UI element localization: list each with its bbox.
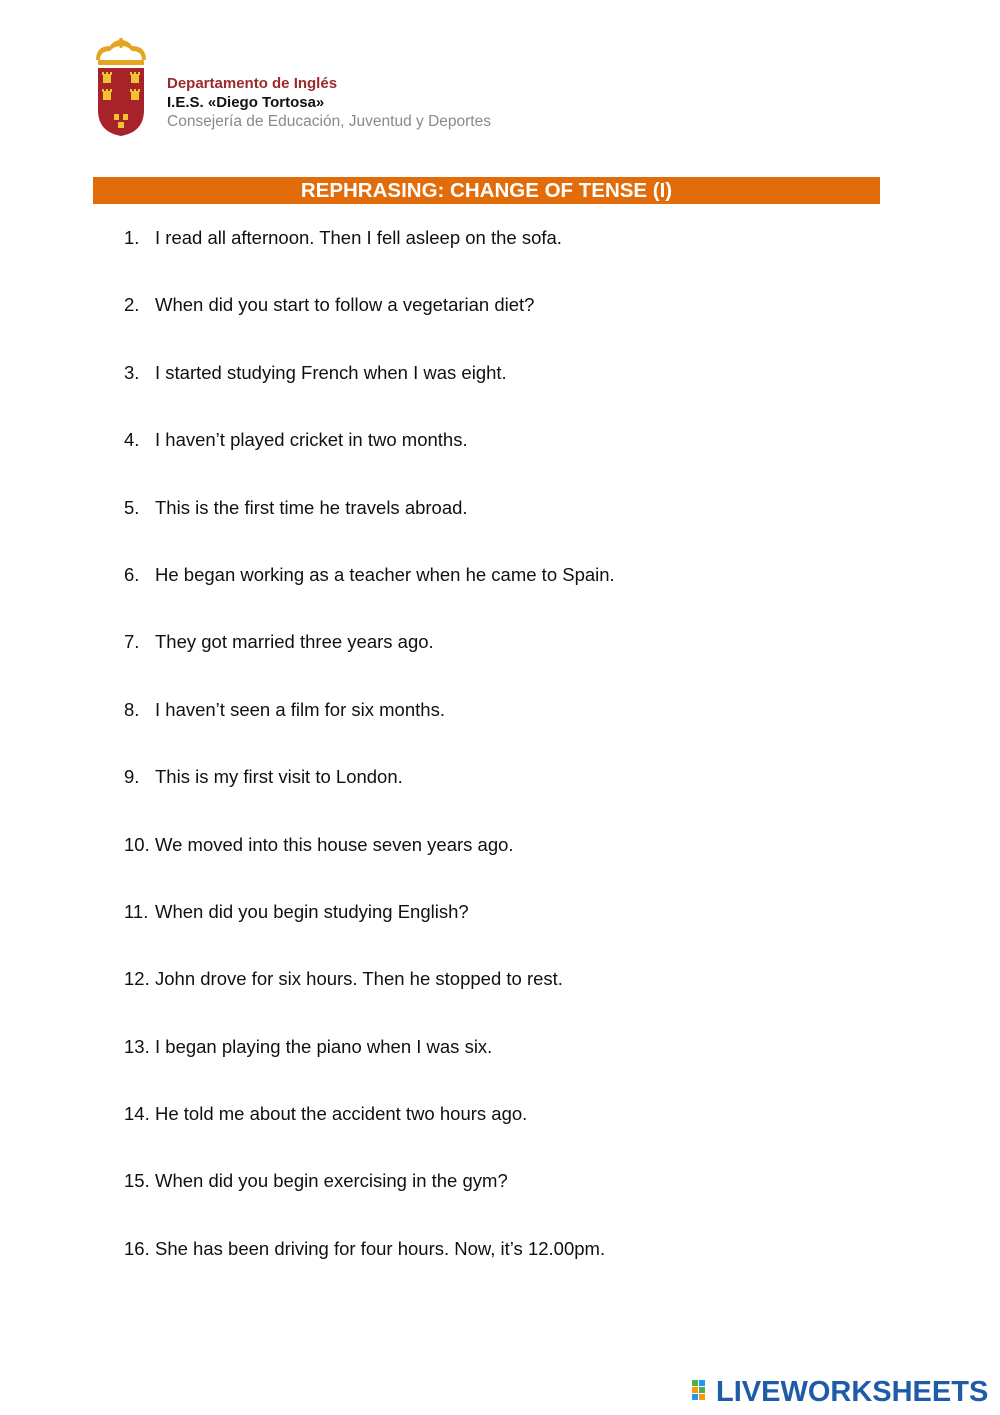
exercise-number: 12. [124, 968, 150, 990]
school-name: I.E.S. «Diego Tortosa» [167, 94, 325, 111]
exercise-number: 13. [124, 1035, 150, 1057]
exercise-sentence: I haven’t played cricket in two months. [155, 429, 468, 451]
exercise-item [124, 288, 884, 355]
exercise-sentence-line [124, 962, 884, 996]
exercise-sentence: John drove for six hours. Then he stopped to rest. [155, 968, 563, 990]
exercise-item [124, 423, 884, 490]
logo-wordmark: LIVEWORKSHEETS [716, 1376, 989, 1408]
exercise-number: 15. [124, 1170, 150, 1192]
exercise-answer-line [124, 389, 884, 423]
exercise-sentence: She has been driving for four hours. Now, it’s 12.00pm. [155, 1237, 606, 1259]
exercise-sentence-line [124, 895, 884, 929]
liveworksheets-mark-icon [692, 1380, 714, 1404]
exercise-sentence-line [124, 221, 884, 255]
exercise-answer-line [124, 1198, 884, 1232]
exercise-sentence-line [124, 693, 884, 727]
exercise-number: 8. [124, 698, 140, 720]
exercise-answer-line [124, 794, 884, 828]
exercise-item [124, 760, 884, 827]
exercise-item [124, 1030, 884, 1097]
exercise-sentence: When did you begin exercising in the gym? [155, 1170, 508, 1192]
exercise-number: 9. [124, 766, 140, 788]
exercise-sentence-line [124, 1097, 884, 1131]
exercise-list [124, 221, 884, 1299]
exercise-sentence: When did you begin studying English? [155, 900, 469, 922]
department-name: Departamento de Inglés [167, 75, 338, 92]
exercise-sentence: They got married three years ago. [155, 631, 434, 653]
exercise-answer-line [124, 996, 884, 1030]
exercise-sentence-line [124, 558, 884, 592]
exercise-sentence-line [124, 828, 884, 862]
exercise-item [124, 558, 884, 625]
exercise-item [124, 356, 884, 423]
exercise-item [124, 693, 884, 760]
exercise-number: 11. [124, 900, 149, 922]
exercise-item [124, 221, 884, 288]
exercise-number: 16. [124, 1237, 150, 1259]
exercise-sentence: This is the first time he travels abroad. [155, 496, 468, 518]
exercise-sentence-line [124, 491, 884, 525]
exercise-sentence-line [124, 625, 884, 659]
exercise-sentence: I read all afternoon. Then I fell asleep on the sofa. [155, 227, 562, 248]
exercise-answer-line [124, 457, 884, 491]
exercise-answer-line [124, 255, 884, 289]
exercise-number: 10. [124, 833, 150, 855]
exercise-sentence-line [124, 1232, 884, 1266]
exercise-sentence: I began playing the piano when I was six. [155, 1035, 493, 1057]
exercise-item [124, 625, 884, 692]
exercise-sentence: When did you start to follow a vegetarian diet? [155, 294, 535, 316]
exercise-sentence-line [124, 356, 884, 390]
exercise-answer-line [124, 524, 884, 558]
exercise-answer-line [124, 1063, 884, 1097]
exercise-sentence-line [124, 288, 884, 322]
exercise-item [124, 895, 884, 962]
exercise-item [124, 1164, 884, 1231]
worksheet-title: REPHRASING: CHANGE OF TENSE (I) [93, 177, 880, 204]
department-info [167, 74, 491, 131]
exercise-answer-line [124, 592, 884, 626]
region-crest-icon [92, 38, 150, 138]
exercise-sentence: He told me about the accident two hours ago. [155, 1103, 528, 1125]
exercise-number: 1. [124, 227, 140, 248]
exercise-answer-line [124, 929, 884, 963]
exercise-number: 14. [124, 1103, 150, 1125]
exercise-item [124, 828, 884, 895]
exercise-answer-line [124, 726, 884, 760]
exercise-sentence: I started studying French when I was eight. [155, 361, 507, 383]
exercise-number: 2. [124, 294, 140, 316]
exercise-item [124, 1232, 884, 1299]
exercise-number: 4. [124, 429, 140, 451]
liveworksheets-logo [692, 1377, 992, 1407]
council-name: Consejería de Educación, Juventud y Deportes [167, 113, 491, 130]
exercise-sentence: I haven’t seen a film for six months. [155, 698, 445, 720]
exercise-sentence-line [124, 760, 884, 794]
exercise-sentence: We moved into this house seven years ago. [155, 833, 514, 855]
exercise-answer-line [124, 861, 884, 895]
exercise-sentence-line [124, 423, 884, 457]
exercise-answer-line [124, 1266, 884, 1300]
exercise-sentence-line [124, 1164, 884, 1198]
exercise-number: 6. [124, 563, 140, 585]
exercise-item [124, 491, 884, 558]
exercise-item [124, 1097, 884, 1164]
exercise-number: 5. [124, 496, 140, 518]
exercise-sentence: This is my first visit to London. [155, 766, 403, 788]
exercise-answer-line [124, 322, 884, 356]
exercise-sentence: He began working as a teacher when he came to Spain. [155, 563, 615, 585]
exercise-sentence-line [124, 1030, 884, 1064]
exercise-item [124, 962, 884, 1029]
exercise-number: 7. [124, 631, 140, 653]
exercise-number: 3. [124, 361, 140, 383]
document-header [92, 38, 612, 138]
exercise-answer-line [124, 1131, 884, 1165]
exercise-answer-line [124, 659, 884, 693]
